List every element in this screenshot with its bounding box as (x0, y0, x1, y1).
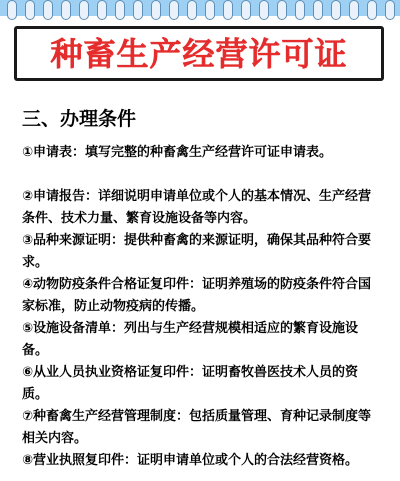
item-number: ③ (22, 233, 34, 248)
binding-loops (7, 0, 397, 22)
condition-item (22, 186, 380, 230)
item-description: 填写完整的种畜禽生产经营许可证申请表。 (85, 145, 333, 160)
binding-loop (43, 0, 53, 20)
binding-loop (61, 0, 71, 20)
item-name: 种畜禽生产经营管理制度： (33, 409, 190, 424)
section-heading: 三、办理条件 (22, 108, 137, 130)
binding-loop (277, 0, 287, 20)
item-number: ① (22, 145, 34, 160)
binding-loop (187, 0, 197, 20)
binding-loop (151, 0, 161, 20)
item-description: 证明申请单位或个人的合法经营资格。 (137, 453, 359, 468)
item-description: 证明畜牧兽医技术人员的资质。 (22, 365, 359, 402)
binding-loop (241, 0, 251, 20)
binding-loop (259, 0, 269, 20)
condition-item (22, 142, 380, 164)
binding-loop (295, 0, 305, 20)
item-description: 详细说明申请单位或个人的基本情况、生产经营条件、技术力量、繁育设施设备等内容。 (22, 189, 372, 226)
binding-loop (205, 0, 215, 20)
condition-item (22, 230, 380, 274)
item-name: 申请表： (33, 145, 86, 160)
item-name: 营业执照复印件： (33, 453, 138, 468)
item-name: 动物防疫条件合格证复印件： (33, 277, 203, 292)
binding-loop (331, 0, 341, 20)
item-number: ② (22, 189, 34, 204)
binding-loop (313, 0, 323, 20)
binding-loop (97, 0, 107, 20)
binding-loop (7, 0, 17, 20)
item-number: ⑤ (22, 321, 34, 336)
title-box (14, 26, 384, 81)
condition-item (22, 362, 380, 406)
item-description: 列出与生产经营规模相适应的繁育设施设备。 (22, 321, 359, 358)
item-number: ⑦ (22, 409, 34, 424)
condition-item (22, 318, 380, 362)
item-description: 证明养殖场的防疫条件符合国家标准，防止动物疫病的传播。 (22, 277, 372, 314)
item-name: 申请报告： (33, 189, 99, 204)
page-title: 种畜生产经营许可证 (50, 35, 348, 73)
binding-loop (115, 0, 125, 20)
item-description: 包括质量管理、育种记录制度等相关内容。 (22, 409, 372, 446)
binding-loop (385, 0, 395, 20)
binding-loop (349, 0, 359, 20)
binding-loop (79, 0, 89, 20)
item-number: ⑧ (22, 453, 34, 468)
item-description: 提供种畜禽的来源证明，确保其品种符合要求。 (22, 233, 372, 270)
item-name: 设施设备清单： (33, 321, 125, 336)
binding-loop (223, 0, 233, 20)
item-name: 从业人员执业资格证复印件： (33, 365, 203, 380)
item-name: 品种来源证明： (33, 233, 125, 248)
condition-item (22, 406, 380, 450)
binding-loop (169, 0, 179, 20)
item-number: ⑥ (22, 365, 34, 380)
condition-item (22, 274, 380, 318)
item-number: ④ (22, 277, 34, 292)
binding-loop (133, 0, 143, 20)
binding-loop (25, 0, 35, 20)
condition-item (22, 450, 380, 472)
binding-loop (367, 0, 377, 20)
